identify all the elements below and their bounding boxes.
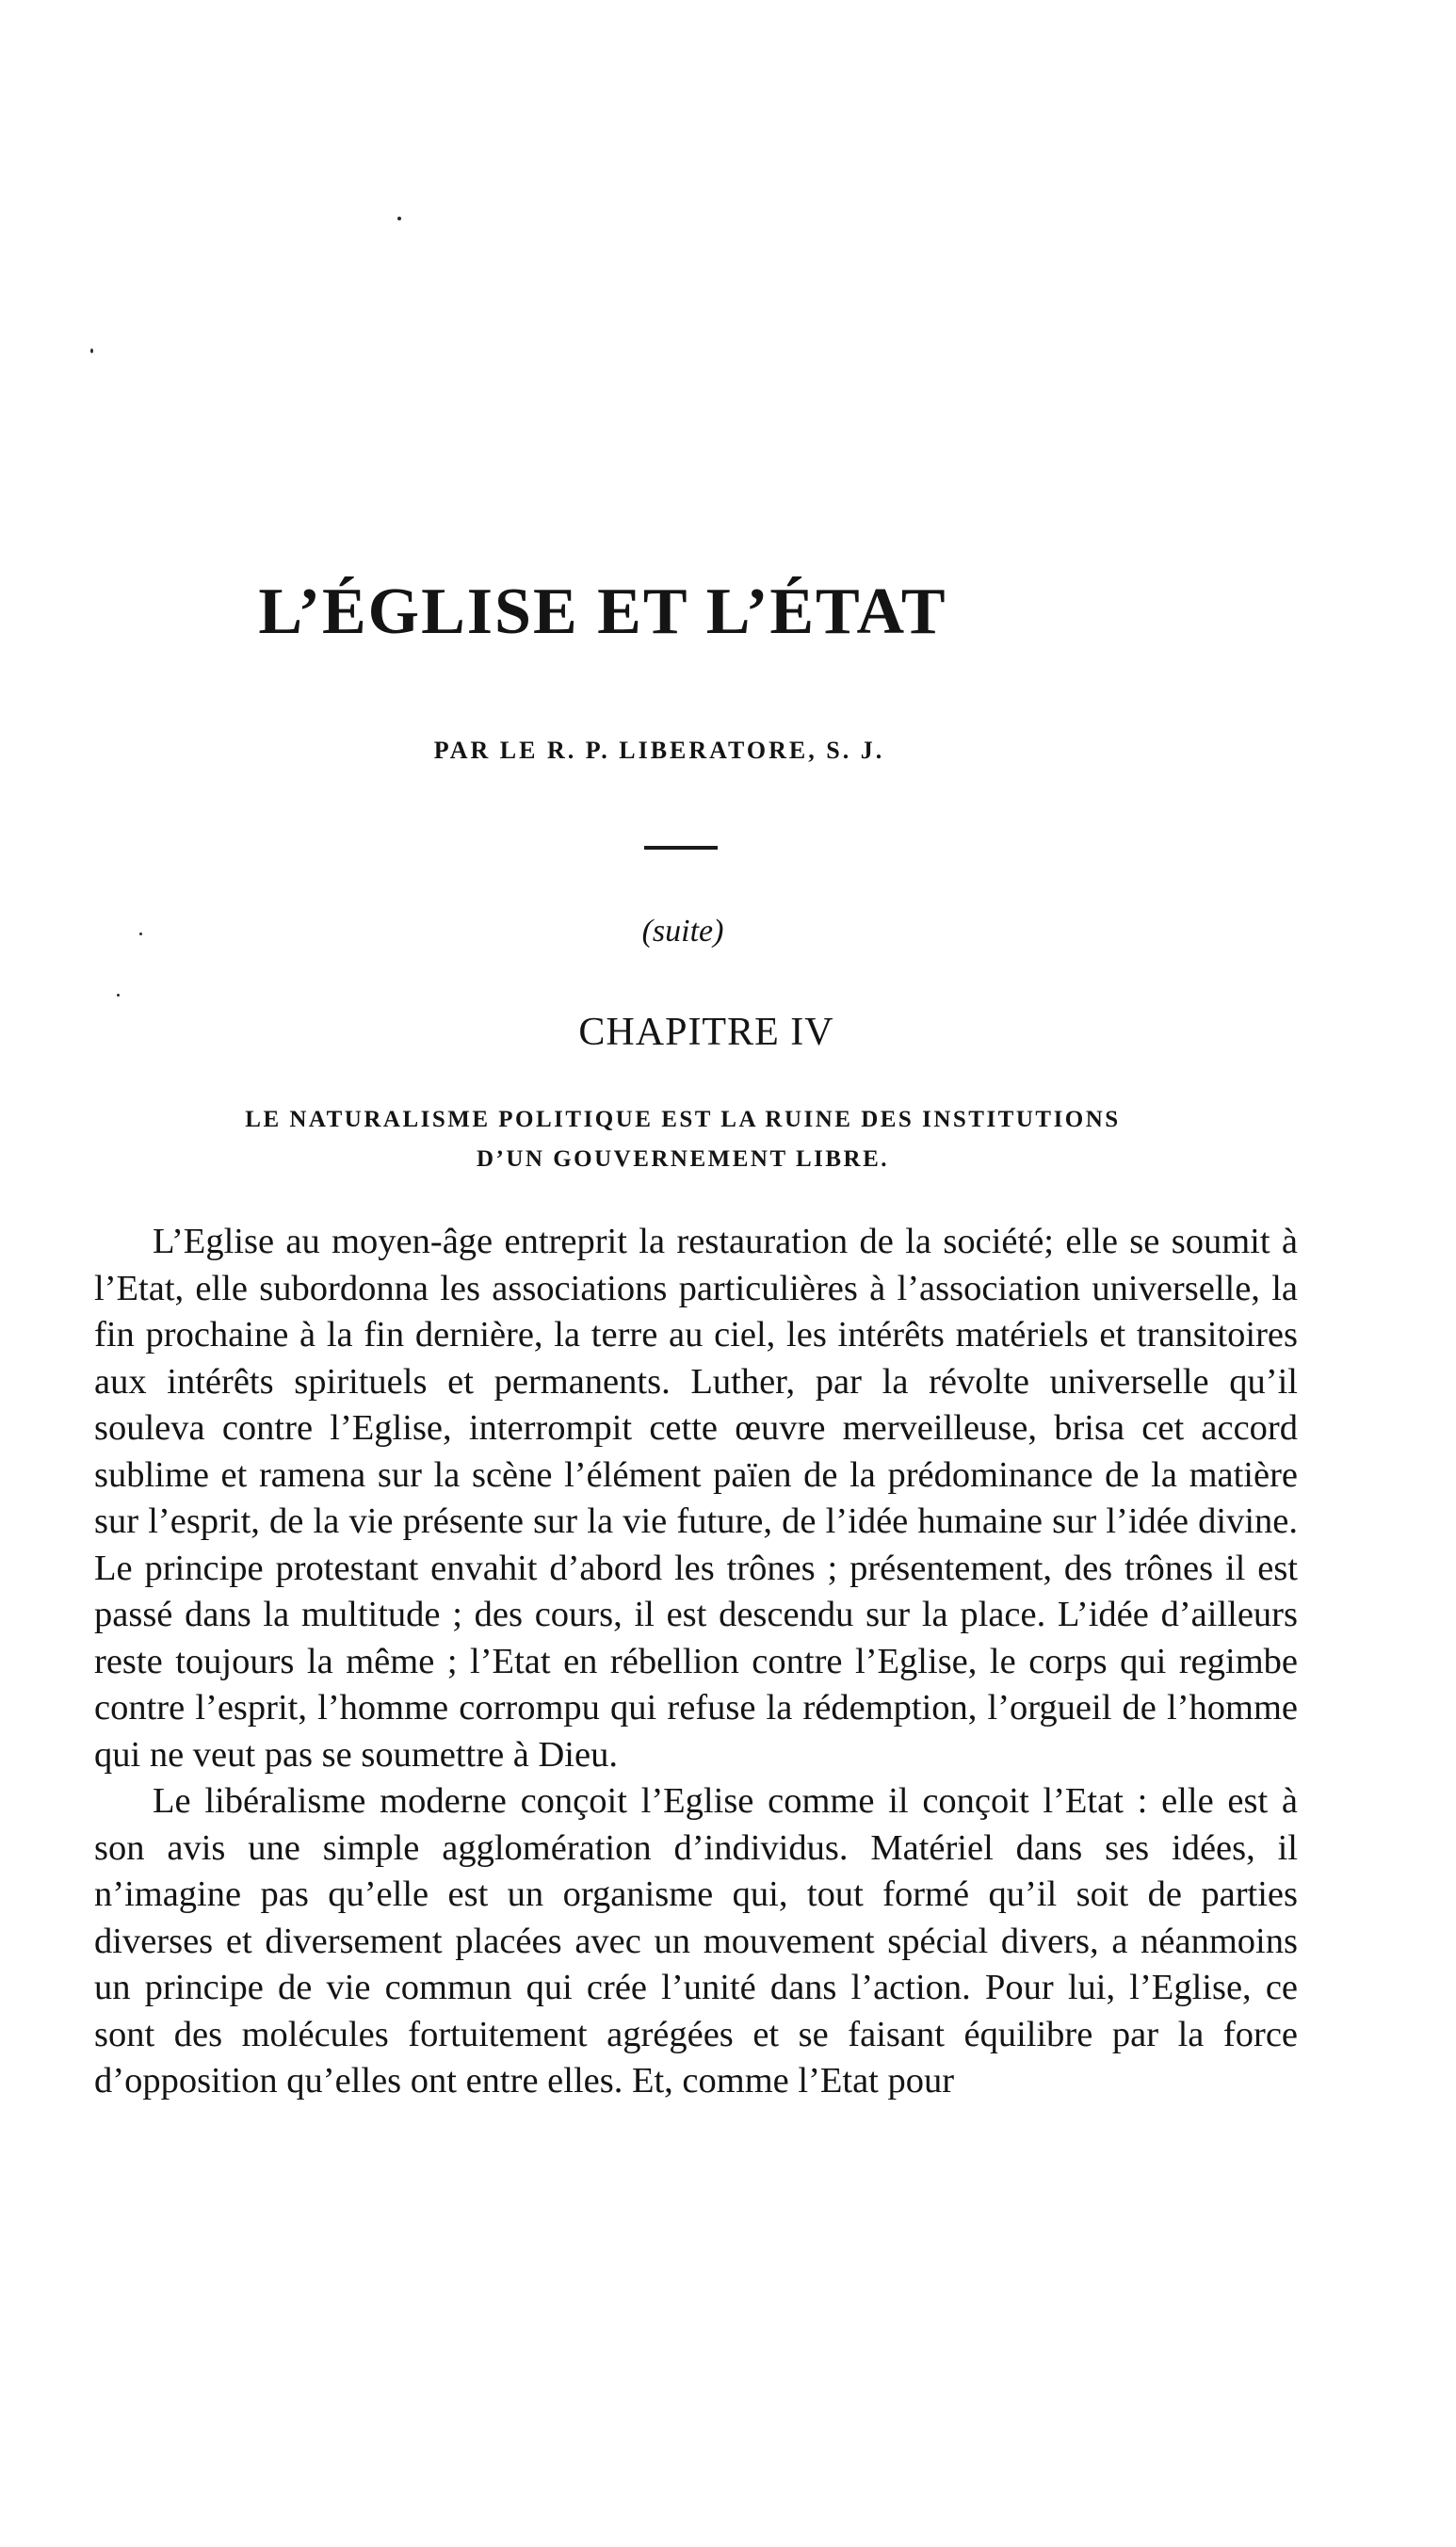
- author-line: PAR LE R. P. LIBERATORE, S. J.: [433, 737, 885, 764]
- chapter-subtitle-line: LE NATURALISME POLITIQUE EST LA RUINE DES INSTITUTIONS: [245, 1107, 1121, 1132]
- scan-speck: [139, 933, 142, 935]
- paragraph: L’Eglise au moyen-âge entreprit la restauration de la société; elle se soumit à l’Etat, elle subordonna les associations particulières à l’association universelle, la fin prochaine à la fin dernière, la terre au ciel, les intérêts matériels et transitoires aux intérêts spirituels et permanents. Luther, par la révolte universelle qu’il souleva contre l’Eglise, interrompit cette œuvre merveilleuse, brisa cet accord sublime et ramena sur la scène l’élément païen de la prédominance de la matière sur l’esprit, de la vie présente sur la vie future, de l’idée humaine sur l’idée divine. Le principe protestant envahit d’abord les trônes ; présentement, des trônes il est passé dans la multitude ; des cours, il est descendu sur la place. L’idée d’ailleurs reste toujours la même ; l’Etat en rébellion contre l’Eglise, le corps qui regimbe contre l’esprit, l’homme corrompu qui refuse la rédemption, l’orgueil de l’homme qui ne veut pas se soumettre à Dieu.: [94, 1222, 1298, 1775]
- section-divider: [644, 846, 718, 850]
- article-title: L’ÉGLISE ET L’ÉTAT: [258, 576, 947, 648]
- chapter-heading: CHAPITRE IV: [578, 1011, 834, 1054]
- continuation-note: (suite): [641, 914, 724, 949]
- scan-speck: [397, 217, 401, 220]
- chapter-subtitle-line: D’UN GOUVERNEMENT LIBRE.: [476, 1146, 890, 1172]
- paragraph: Le libéralisme moderne conçoit l’Eglise comme il conçoit l’Etat : elle est à son avis une simple agglomération d’individus. Matériel dans ses idées, il n’imagine pas qu’elle est un organisme qui, tout formé qu’il soit de parties diverses et diversement placées avec un mouvement spécial divers, a néanmoins un principe de vie commun qui crée l’unité dans l’action. Pour lui, l’Eglise, ce sont des molécules fortuitement agrégées et se faisant équilibre par la force d’opposition qu’elles ont entre elles. Et, comme l’Etat pour: [94, 1781, 1298, 2101]
- scan-speck: [117, 994, 120, 997]
- chapter-subtitle: [141, 1100, 1224, 1179]
- scan-speck: [90, 349, 93, 353]
- body-text: [94, 1219, 1298, 2105]
